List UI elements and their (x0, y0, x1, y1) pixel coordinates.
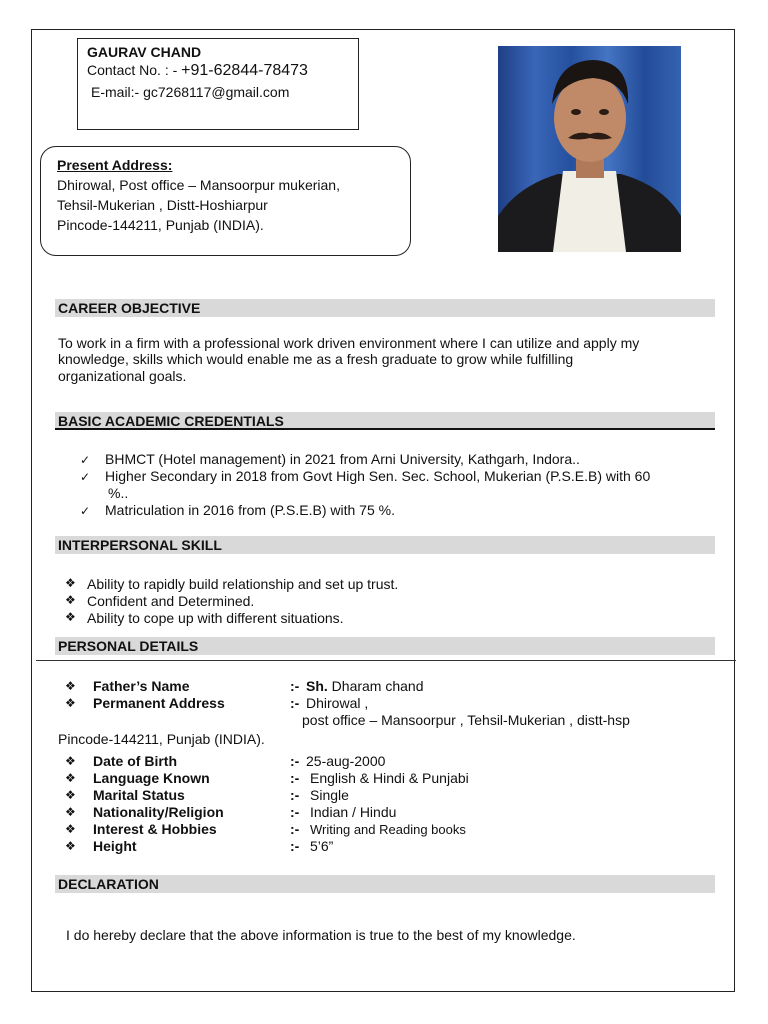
contact-line (87, 62, 308, 80)
academics-heading: BASIC ACADEMIC CREDENTIALS (55, 412, 715, 430)
personal-details-heading: PERSONAL DETAILS (55, 637, 715, 655)
separator: :- (290, 753, 300, 769)
fathers-name-text: Dharam chand (327, 678, 424, 694)
interpersonal-heading: INTERPERSONAL SKILL (55, 536, 715, 554)
declaration-text: I do hereby declare that the above information is true to the best of my knowledge. (66, 927, 576, 943)
permanent-address-value: Dhirowal , (306, 695, 369, 711)
separator: :- (290, 787, 300, 803)
fathers-name-value (306, 678, 424, 694)
divider (36, 660, 736, 661)
fathers-name-label: Father’s Name (93, 678, 190, 694)
present-address-line: Dhirowal, Post office – Mansoorpur mukerian, (57, 177, 340, 193)
detail-label: Nationality/Religion (93, 804, 224, 820)
email-line: E-mail:- gc7268117@gmail.com (91, 84, 290, 100)
contact-box (77, 38, 359, 130)
contact-label: Contact No. : - (87, 62, 182, 78)
diamond-bullet-icon: ❖ (65, 771, 76, 785)
detail-value: 5’6” (310, 838, 334, 854)
detail-label: Interest & Hobbies (93, 821, 217, 837)
diamond-bullet-icon: ❖ (65, 610, 76, 624)
diamond-bullet-icon: ❖ (65, 839, 76, 853)
career-objective-line: knowledge, skills which would enable me as a fresh graduate to grow while fulfilling (58, 351, 574, 367)
diamond-bullet-icon: ❖ (65, 576, 76, 590)
permanent-address-label: Permanent Address (93, 695, 225, 711)
career-objective-heading: CAREER OBJECTIVE (55, 299, 715, 317)
detail-label: Language Known (93, 770, 210, 786)
skill-item: Ability to rapidly build relationship and set up trust. (87, 576, 399, 592)
separator: :- (290, 695, 300, 711)
career-objective-line: To work in a firm with a professional work driven environment where I can utilize and apply my (58, 335, 640, 351)
diamond-bullet-icon: ❖ (65, 788, 76, 802)
skill-item: Confident and Determined. (87, 593, 255, 609)
declaration-heading: DECLARATION (55, 875, 715, 893)
diamond-bullet-icon: ❖ (65, 593, 76, 607)
diamond-bullet-icon: ❖ (65, 805, 76, 819)
checkmark-icon: ✓ (80, 470, 91, 484)
diamond-bullet-icon: ❖ (65, 696, 76, 710)
detail-value: English & Hindi & Punjabi (310, 770, 469, 786)
separator: :- (290, 838, 300, 854)
present-address-box (40, 146, 411, 256)
detail-value: Single (310, 787, 349, 803)
checkmark-icon: ✓ (80, 504, 91, 518)
permanent-address-value: post office – Mansoorpur , Tehsil-Mukerian , distt-hsp (302, 712, 630, 728)
detail-label: Height (93, 838, 137, 854)
diamond-bullet-icon: ❖ (65, 822, 76, 836)
separator: :- (290, 770, 300, 786)
checkmark-icon: ✓ (80, 453, 91, 467)
separator: :- (290, 678, 300, 694)
academic-item-continuation: %.. (108, 485, 129, 501)
academic-item: Matriculation in 2016 from (P.S.E.B) with 75 %. (105, 502, 395, 518)
academic-item: Higher Secondary in 2018 from Govt High Sen. Sec. School, Mukerian (P.S.E.B) with 60 (105, 468, 651, 484)
detail-value: 25-aug-2000 (306, 753, 386, 769)
detail-label: Marital Status (93, 787, 185, 803)
detail-label: Date of Birth (93, 753, 177, 769)
profile-photo (498, 46, 681, 252)
separator: :- (290, 821, 300, 837)
diamond-bullet-icon: ❖ (65, 754, 76, 768)
academic-item: BHMCT (Hotel management) in 2021 from Arni University, Kathgarh, Indora.. (105, 451, 580, 467)
career-objective-line: organizational goals. (58, 368, 187, 384)
present-address-heading: Present Address: (57, 157, 173, 173)
detail-value: Writing and Reading books (310, 822, 466, 837)
fathers-name-prefix: Sh. (306, 678, 328, 694)
candidate-name: GAURAV CHAND (87, 44, 202, 60)
permanent-address-value: Pincode-144211, Punjab (INDIA). (58, 731, 265, 747)
skill-item: Ability to cope up with different situations. (87, 610, 344, 626)
separator: :- (290, 804, 300, 820)
diamond-bullet-icon: ❖ (65, 679, 76, 693)
contact-number: +91-62844-78473 (181, 62, 308, 79)
detail-value: Indian / Hindu (310, 804, 397, 820)
present-address-line: Pincode-144211, Punjab (INDIA). (57, 217, 264, 233)
present-address-line: Tehsil-Mukerian , Distt-Hoshiarpur (57, 197, 268, 213)
